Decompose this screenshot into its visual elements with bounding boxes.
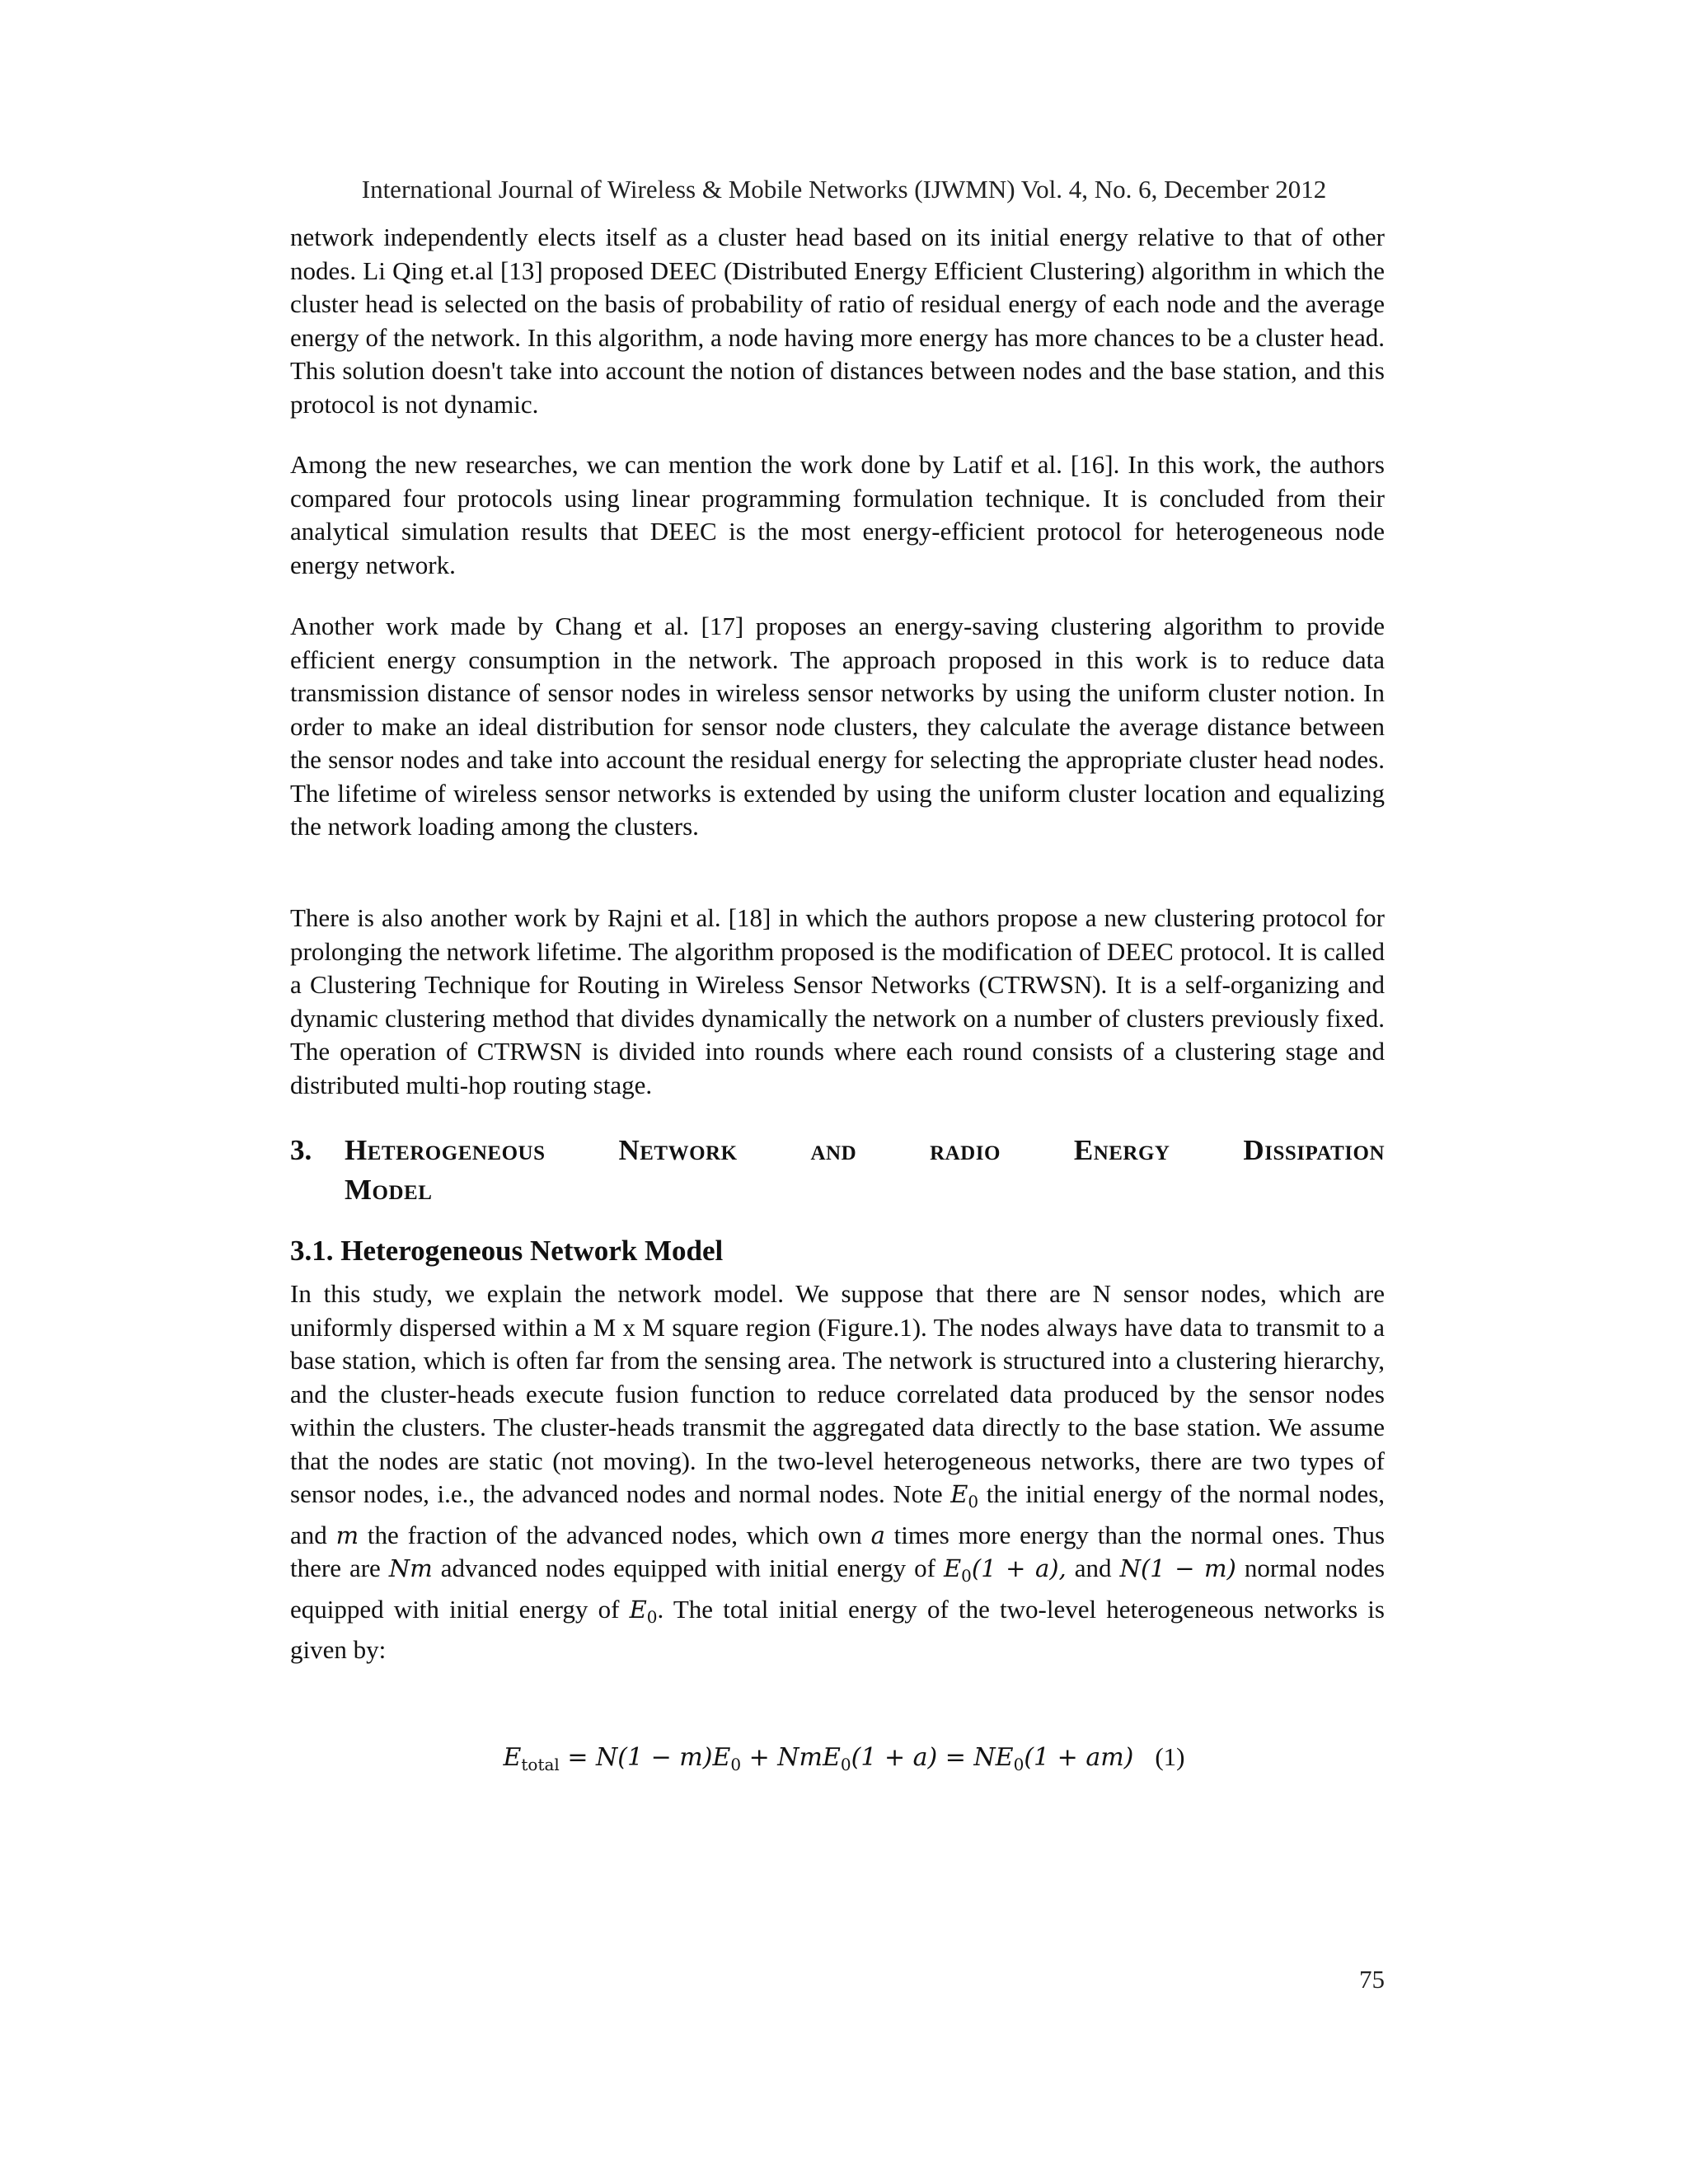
section-heading (290, 1131, 1385, 1210)
paragraph-1 (290, 221, 1385, 421)
paragraph-2 (290, 448, 1385, 582)
section-title-line-1: Heterogeneous Network and radio Energy Dissipation (345, 1134, 1385, 1166)
math-nm: Nm (388, 1554, 433, 1582)
section-title-line-2: Model (345, 1174, 433, 1206)
paragraph-4-text: There is also another work by Rajni et al. [18] in which the authors propose a new clustering protocol for prolonging the network lifetime. The algorithm proposed is the modification of DEEC protocol. It is called a Clustering Technique for Routing in Wireless Sensor Networks (CTRWSN). It is a self-organizing and dynamic clustering method that divides dynamically the network on a number of clusters previously fixed. The operation of CTRWSN is divided into rounds where each round consists of a clustering stage and distributed multi-hop routing stage. (290, 903, 1385, 1099)
paragraph-5-f: normal nodes equipped with initial energy of (290, 1554, 1386, 1624)
paragraph-5-a: the initial energy of the normal nodes, and (290, 1479, 1386, 1549)
page-number: 75 (1359, 1965, 1385, 1994)
paragraph-3-text: Another work made by Chang et al. [17] proposes an energy-saving clustering algorithm to provide efficient energy consumption in the network. The approach proposed in this work is to reduce data transmission distance of sensor nodes in wireless sensor networks by using the uniform cluster notion. In order to make an ideal distribution for sensor node clusters, they calculate the average distance between the sensor nodes and take into account the residual energy for selecting the appropriate cluster head nodes. The lifetime of wireless sensor networks is extended by using the uniform cluster location and equalizing the network loading among the clusters. (290, 612, 1385, 841)
paragraph-4 (290, 902, 1385, 1102)
math-m: m (335, 1521, 359, 1549)
paragraph-2-text: Among the new researches, we can mention the work done by Latif et al. [16]. In this work, the authors compared four protocols using linear programming formulation technique. It is concluded from their analytical simulation results that DEEC is the most energy-efficient protocol for heterogeneous node energy network. (290, 450, 1385, 579)
note-word: Note (893, 1479, 943, 1508)
paragraph-5-g: . The total initial energy of the two-level heterogeneous networks is given by: (290, 1594, 1385, 1664)
math-a: a (870, 1521, 885, 1549)
equation-number: (1) (1155, 1742, 1185, 1771)
paragraph-1-text: network independently elects itself as a cluster head based on its initial energy relative to that of other nodes. Li Qing et.al [13] proposed DEEC (Distributed Energy Efficient Clustering) algorithm in which the cluster head is selected on the basis of probability of ratio of residual energy of each node and the average energy of the network. In this algorithm, a node having more energy has more chances to be a cluster head. This solution doesn't take into account the notion of distances between nodes and the base station, and this protocol is not dynamic. (290, 223, 1385, 419)
math-normal-energy: $E_0$ (629, 1595, 658, 1627)
equation-expression: $E_{total} = N(1 - m)E_0 + NmE_0(1 + a) = NE_0(1 + am)$ (503, 1743, 1134, 1774)
subsection-heading: 3.1. Heterogeneous Network Model (290, 1235, 724, 1267)
paragraph-5-text (290, 1277, 1385, 1667)
math-n-one-minus-m: N(1 − m) (1119, 1554, 1236, 1582)
section-number: 3. (290, 1134, 312, 1166)
math-advanced-energy: $E_0(1 + a)$, (943, 1554, 1067, 1586)
paragraph-5-e: and (1074, 1554, 1112, 1582)
paragraph-5-d: advanced nodes equipped with initial energy of (440, 1554, 935, 1582)
math-e0: $E_0$ (950, 1480, 979, 1511)
paragraph-5-body: In this study, we explain the network model. We suppose that there are N sensor nodes, which are uniformly dispersed within a M x M square region (Figure.1). The nodes always have data to transmit to a base station, which is often far from the sensing area. The network is structured into a clustering hierarchy, and the cluster-heads execute fusion function to reduce correlated data produced by the sensor nodes within the clusters. The cluster-heads transmit the aggregated data directly to the base station. We assume that the nodes are static (not moving). In the two-level heterogeneous networks, there are two types of sensor nodes, i.e., the advanced nodes and normal nodes. (290, 1279, 1385, 1508)
running-header: International Journal of Wireless & Mobile Networks (IJWMN) Vol. 4, No. 6, December 2012 (361, 175, 1327, 204)
paragraph-5-b: the fraction of the advanced nodes, which own (367, 1520, 862, 1549)
paragraph-5 (290, 1277, 1385, 1667)
paragraph-5-c: times more energy than the normal ones. Thus there are (290, 1520, 1386, 1582)
paragraph-3 (290, 610, 1385, 844)
equation-1 (0, 1739, 1688, 1783)
